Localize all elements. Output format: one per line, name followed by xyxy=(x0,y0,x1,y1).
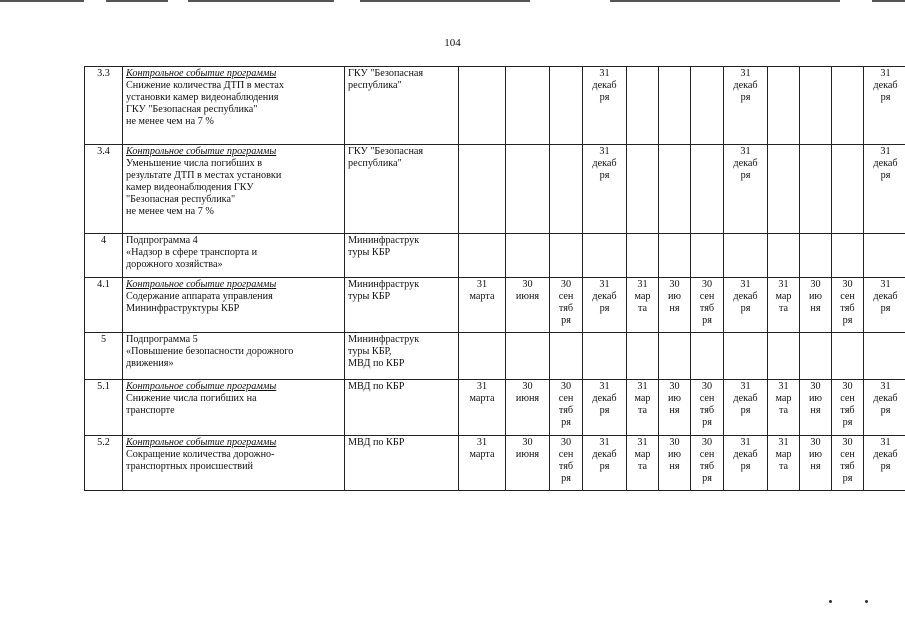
row-number xyxy=(85,67,123,145)
date-part: тяб xyxy=(558,303,574,314)
date-cell xyxy=(459,67,506,145)
date-cell xyxy=(659,380,691,436)
row-title xyxy=(123,234,345,278)
date-part: декаб xyxy=(733,393,758,404)
date-cell xyxy=(459,436,506,491)
date-part: 31 xyxy=(880,279,891,290)
executor-line: Мининфраструк xyxy=(348,235,420,246)
control-event-label: Контрольное событие программы xyxy=(126,437,277,448)
date-part: ря xyxy=(599,92,610,103)
date-part: ию xyxy=(808,291,823,302)
date-cell xyxy=(583,333,627,380)
row-number xyxy=(85,234,123,278)
date-part: марта xyxy=(469,449,495,460)
date-part: ию xyxy=(808,393,823,404)
date-part: 31 xyxy=(599,68,610,79)
executor xyxy=(345,278,459,333)
date-part: 31 xyxy=(880,68,891,79)
date-cell xyxy=(459,333,506,380)
date-part: ря xyxy=(702,315,712,326)
row-title-line: не менее чем на 7 % xyxy=(126,206,214,217)
executor-line: МВД по КБР xyxy=(348,381,405,392)
date-part: ня xyxy=(810,405,821,416)
date-part: 31 xyxy=(740,437,751,448)
executor-line: МВД по КБР xyxy=(348,358,405,369)
date-cell xyxy=(691,145,724,234)
table-row xyxy=(85,145,905,234)
row-title-line: транспортных происшествий xyxy=(126,461,253,472)
date-cell xyxy=(659,145,691,234)
date-cell xyxy=(800,333,832,380)
date-part: декаб xyxy=(592,393,617,404)
date-cell xyxy=(659,67,691,145)
date-part: та xyxy=(778,303,789,314)
date-part: 31 xyxy=(740,68,751,79)
row-title xyxy=(123,67,345,145)
date-cell xyxy=(627,436,659,491)
date-cell xyxy=(800,234,832,278)
date-cell xyxy=(768,67,800,145)
date-part: 30 xyxy=(669,437,680,448)
date-part: 30 xyxy=(669,279,680,290)
date-part: декаб xyxy=(873,291,898,302)
date-part: сен xyxy=(558,393,574,404)
date-cell xyxy=(583,145,627,234)
date-part: ря xyxy=(740,461,751,472)
date-cell xyxy=(864,67,905,145)
date-part: 30 xyxy=(560,381,572,392)
top-rule xyxy=(610,0,840,2)
date-cell xyxy=(768,333,800,380)
table-row xyxy=(85,380,905,436)
top-rule xyxy=(360,0,530,2)
executor xyxy=(345,67,459,145)
date-part: ря xyxy=(880,170,891,181)
table-row xyxy=(85,436,905,491)
date-part: тяб xyxy=(558,461,574,472)
date-cell xyxy=(800,278,832,333)
row-title-line: результате ДТП в местах установки xyxy=(126,170,282,181)
date-cell xyxy=(691,380,724,436)
date-part: та xyxy=(637,303,648,314)
date-cell xyxy=(800,380,832,436)
date-part: ря xyxy=(599,170,610,181)
row-title-line: Уменьшение числа погибших в xyxy=(126,158,263,169)
date-part: та xyxy=(778,461,789,472)
date-part: ря xyxy=(842,417,853,428)
date-cell xyxy=(583,67,627,145)
date-part: та xyxy=(778,405,789,416)
date-part: ря xyxy=(599,303,610,314)
date-part: 30 xyxy=(522,279,533,290)
date-part: 30 xyxy=(701,279,713,290)
date-cell xyxy=(691,436,724,491)
scan-speck xyxy=(865,600,868,603)
executor-line: ГКУ "Безопасная xyxy=(348,146,424,157)
date-part: ня xyxy=(810,303,821,314)
date-cell xyxy=(724,436,768,491)
date-part: сен xyxy=(699,393,715,404)
date-cell xyxy=(550,278,583,333)
row-number xyxy=(85,145,123,234)
date-part: ря xyxy=(599,461,610,472)
row-title-line: «Повышение безопасности дорожного xyxy=(126,346,294,357)
date-part: мар xyxy=(775,449,792,460)
date-part: декаб xyxy=(733,158,758,169)
date-part: декаб xyxy=(873,449,898,460)
date-cell xyxy=(832,67,864,145)
date-part: 30 xyxy=(560,437,572,448)
date-part: ря xyxy=(702,417,712,428)
date-part: 31 xyxy=(778,437,789,448)
date-part: сен xyxy=(699,449,715,460)
row-number-text: 3.3 xyxy=(97,68,110,79)
date-part: ря xyxy=(561,315,571,326)
date-part: ию xyxy=(808,449,823,460)
date-part: ря xyxy=(842,315,853,326)
date-part: тяб xyxy=(699,303,715,314)
date-part: ря xyxy=(740,92,751,103)
date-part: июня xyxy=(515,449,540,460)
date-cell xyxy=(864,278,905,333)
date-cell xyxy=(550,333,583,380)
date-part: сен xyxy=(558,449,574,460)
row-title-line: движения» xyxy=(126,358,174,369)
row-title xyxy=(123,278,345,333)
date-part: тяб xyxy=(840,405,855,416)
date-part: ря xyxy=(561,473,571,484)
executor-line: Мининфраструк xyxy=(348,334,420,345)
date-cell xyxy=(550,234,583,278)
date-part: 31 xyxy=(476,381,488,392)
date-cell xyxy=(768,436,800,491)
table-row xyxy=(85,234,905,278)
date-cell xyxy=(832,145,864,234)
control-event-label: Контрольное событие программы xyxy=(126,381,277,392)
schedule-table xyxy=(84,66,905,491)
date-cell xyxy=(659,333,691,380)
date-part: 30 xyxy=(701,437,713,448)
date-part: ня xyxy=(669,461,680,472)
date-part: 31 xyxy=(778,279,789,290)
date-cell xyxy=(459,278,506,333)
date-cell xyxy=(627,333,659,380)
row-title-line: Мининфраструктуры КБР xyxy=(126,303,240,314)
row-title-line: Снижение количества ДТП в местах xyxy=(126,80,285,91)
row-title-line: Снижение числа погибших на xyxy=(126,393,257,404)
row-title-line: "Безопасная республика" xyxy=(126,194,236,205)
date-cell xyxy=(627,278,659,333)
executor-line: ГКУ "Безопасная xyxy=(348,68,424,79)
executor-line: туры КБР xyxy=(348,291,391,302)
date-part: сен xyxy=(558,291,574,302)
date-part: декаб xyxy=(733,449,758,460)
row-title-line: установки камер видеонаблюдения xyxy=(126,92,279,103)
date-cell xyxy=(864,380,905,436)
top-rule xyxy=(872,0,905,2)
date-part: 31 xyxy=(637,437,648,448)
executor xyxy=(345,333,459,380)
row-number-text: 5.1 xyxy=(97,381,110,392)
date-part: тяб xyxy=(558,405,574,416)
date-part: сен xyxy=(840,291,855,302)
date-cell xyxy=(768,234,800,278)
top-rule xyxy=(0,0,84,2)
date-part: декаб xyxy=(873,393,898,404)
row-title-line: Подпрограмма 5 xyxy=(126,334,198,345)
control-event-label: Контрольное событие программы xyxy=(126,279,277,290)
date-part: мар xyxy=(775,393,792,404)
date-part: 31 xyxy=(599,381,610,392)
row-title xyxy=(123,436,345,491)
date-part: ря xyxy=(702,473,712,484)
executor-line: республика" xyxy=(348,158,402,169)
row-number xyxy=(85,333,123,380)
date-part: ря xyxy=(880,461,891,472)
date-part: ию xyxy=(667,393,682,404)
date-part: ря xyxy=(740,303,751,314)
date-part: ря xyxy=(880,405,891,416)
date-part: ря xyxy=(740,405,751,416)
date-part: ня xyxy=(810,461,821,472)
date-part: 30 xyxy=(701,381,713,392)
page-number: 104 xyxy=(444,37,461,49)
scan-speck xyxy=(829,600,832,603)
row-number-text: 4.1 xyxy=(97,279,110,290)
date-part: тяб xyxy=(699,405,715,416)
row-title-line: «Надзор в сфере транспорта и xyxy=(126,247,258,258)
date-part: ня xyxy=(669,405,680,416)
date-part: 31 xyxy=(599,146,610,157)
date-cell xyxy=(506,145,550,234)
date-part: мар xyxy=(775,291,792,302)
date-part: та xyxy=(637,461,648,472)
date-part: сен xyxy=(840,393,855,404)
executor-line: туры КБР xyxy=(348,247,391,258)
row-title-line: дорожного хозяйства» xyxy=(126,259,223,270)
date-cell xyxy=(506,380,550,436)
executor xyxy=(345,380,459,436)
date-cell xyxy=(864,234,905,278)
date-part: декаб xyxy=(733,291,758,302)
row-number-text: 4 xyxy=(100,235,107,246)
date-part: 30 xyxy=(842,381,853,392)
date-cell xyxy=(832,436,864,491)
date-cell xyxy=(724,145,768,234)
date-part: 30 xyxy=(810,381,821,392)
date-part: тяб xyxy=(840,303,855,314)
row-title-line: камер видеонаблюдения ГКУ xyxy=(126,182,254,193)
date-cell xyxy=(832,234,864,278)
date-part: ию xyxy=(667,449,682,460)
date-part: 31 xyxy=(778,381,789,392)
date-part: июня xyxy=(515,291,540,302)
date-part: мар xyxy=(634,393,651,404)
date-part: 31 xyxy=(476,279,488,290)
date-cell xyxy=(800,67,832,145)
date-cell xyxy=(724,278,768,333)
date-part: мар xyxy=(634,291,651,302)
date-part: тяб xyxy=(699,461,715,472)
date-cell xyxy=(459,380,506,436)
executor xyxy=(345,234,459,278)
date-part: 31 xyxy=(880,146,891,157)
date-cell xyxy=(724,67,768,145)
date-cell xyxy=(832,278,864,333)
row-title-line: Сокращение количества дорожно- xyxy=(126,449,275,460)
date-cell xyxy=(506,234,550,278)
control-event-label: Контрольное событие программы xyxy=(126,146,277,157)
row-number-text: 5.2 xyxy=(97,437,110,448)
date-part: декаб xyxy=(592,291,617,302)
date-part: ря xyxy=(842,473,853,484)
date-cell xyxy=(691,234,724,278)
date-part: марта xyxy=(469,393,495,404)
date-cell xyxy=(724,380,768,436)
date-cell xyxy=(583,380,627,436)
date-cell xyxy=(691,278,724,333)
date-cell xyxy=(506,278,550,333)
row-title xyxy=(123,380,345,436)
date-part: ря xyxy=(599,405,610,416)
date-part: 30 xyxy=(810,437,821,448)
date-cell xyxy=(550,380,583,436)
date-part: тяб xyxy=(840,461,855,472)
top-rule xyxy=(106,0,168,2)
date-cell xyxy=(768,145,800,234)
date-cell xyxy=(506,333,550,380)
date-part: ря xyxy=(740,170,751,181)
date-cell xyxy=(724,333,768,380)
executor xyxy=(345,145,459,234)
row-number-text: 5 xyxy=(100,334,107,345)
executor xyxy=(345,436,459,491)
date-cell xyxy=(550,436,583,491)
date-cell xyxy=(691,67,724,145)
date-part: декаб xyxy=(592,80,617,91)
date-part: декаб xyxy=(592,158,617,169)
row-number xyxy=(85,380,123,436)
date-part: декаб xyxy=(733,80,758,91)
date-part: мар xyxy=(634,449,651,460)
date-part: 30 xyxy=(522,381,533,392)
date-part: 31 xyxy=(637,381,648,392)
row-title xyxy=(123,145,345,234)
row-title-line: транспорте xyxy=(126,405,175,416)
row-title-line: не менее чем на 7 % xyxy=(126,116,214,127)
date-cell xyxy=(832,333,864,380)
date-part: ря xyxy=(561,417,571,428)
date-part: 31 xyxy=(740,381,751,392)
top-rule xyxy=(188,0,334,2)
date-part: 31 xyxy=(637,279,648,290)
date-cell xyxy=(550,145,583,234)
date-part: 31 xyxy=(476,437,488,448)
date-part: 30 xyxy=(842,279,853,290)
table-row xyxy=(85,67,905,145)
executor-line: МВД по КБР xyxy=(348,437,405,448)
date-cell xyxy=(659,234,691,278)
row-title-line: Содержание аппарата управления xyxy=(126,291,273,302)
date-part: 31 xyxy=(740,279,751,290)
table-row xyxy=(85,333,905,380)
date-cell xyxy=(506,436,550,491)
date-cell xyxy=(864,436,905,491)
date-part: декаб xyxy=(873,158,898,169)
executor-line: Мининфраструк xyxy=(348,279,420,290)
executor-line: республика" xyxy=(348,80,402,91)
date-part: 31 xyxy=(880,437,891,448)
date-cell xyxy=(627,380,659,436)
date-cell xyxy=(691,333,724,380)
date-cell xyxy=(724,234,768,278)
date-part: ря xyxy=(880,303,891,314)
date-part: 30 xyxy=(810,279,821,290)
row-number xyxy=(85,278,123,333)
date-part: ня xyxy=(669,303,680,314)
date-cell xyxy=(583,436,627,491)
date-part: 31 xyxy=(740,146,751,157)
date-part: декаб xyxy=(592,449,617,460)
date-cell xyxy=(800,145,832,234)
date-part: 30 xyxy=(669,381,680,392)
date-cell xyxy=(459,234,506,278)
date-cell xyxy=(627,67,659,145)
executor-line: туры КБР, xyxy=(348,346,392,357)
date-cell xyxy=(583,278,627,333)
control-event-label: Контрольное событие программы xyxy=(126,68,277,79)
date-part: 31 xyxy=(880,381,891,392)
date-cell xyxy=(627,234,659,278)
date-part: та xyxy=(637,405,648,416)
date-part: 30 xyxy=(560,279,572,290)
row-number xyxy=(85,436,123,491)
date-part: декаб xyxy=(873,80,898,91)
date-part: сен xyxy=(840,449,855,460)
row-title-line: Подпрограмма 4 xyxy=(126,235,198,246)
date-part: ря xyxy=(880,92,891,103)
date-part: сен xyxy=(699,291,715,302)
date-cell xyxy=(864,333,905,380)
date-cell xyxy=(659,278,691,333)
date-cell xyxy=(832,380,864,436)
row-title xyxy=(123,333,345,380)
date-cell xyxy=(800,436,832,491)
date-part: 31 xyxy=(599,279,610,290)
row-title-line: ГКУ "Безопасная республика" xyxy=(126,104,258,115)
date-part: ию xyxy=(667,291,682,302)
date-cell xyxy=(659,436,691,491)
date-cell xyxy=(459,145,506,234)
date-cell xyxy=(768,278,800,333)
date-part: июня xyxy=(515,393,540,404)
table-row xyxy=(85,278,905,333)
date-cell xyxy=(864,145,905,234)
date-part: 30 xyxy=(522,437,533,448)
date-cell xyxy=(583,234,627,278)
date-part: 30 xyxy=(842,437,853,448)
date-part: марта xyxy=(469,291,495,302)
date-cell xyxy=(550,67,583,145)
date-part: 31 xyxy=(599,437,610,448)
date-cell xyxy=(768,380,800,436)
date-cell xyxy=(506,67,550,145)
date-cell xyxy=(627,145,659,234)
row-number-text: 3.4 xyxy=(97,146,110,157)
